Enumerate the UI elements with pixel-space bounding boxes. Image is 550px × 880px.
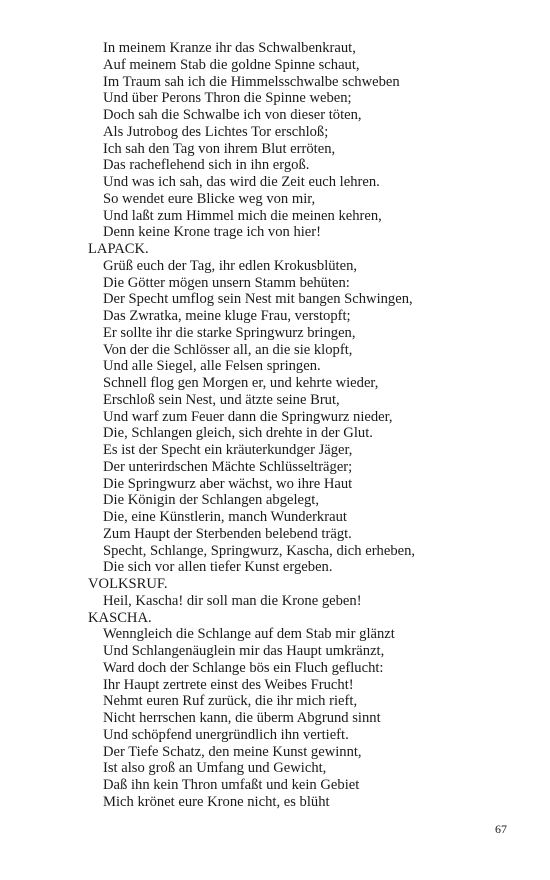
verse-line: Denn keine Krone trage ich von hier! — [103, 224, 322, 241]
verse-line: Auf meinem Stab die goldne Spinne schaut, — [103, 56, 360, 73]
verse-line: In meinem Kranze ihr das Schwalbenkraut, — [103, 40, 356, 56]
verse-line: Grüß euch der Tag, ihr edlen Krokusblüten, — [103, 257, 358, 274]
verse-line: Schnell flog gen Morgen er, und kehrte wieder, — [103, 375, 379, 391]
verse-line: Nicht herrschen kann, die überm Abgrund sinnt — [103, 710, 381, 726]
verse-line: Ich sah den Tag von ihrem Blut erröten, — [103, 140, 336, 157]
verse-line: Mich krönet eure Krone nicht, es blüht — [103, 793, 330, 810]
page-content — [88, 40, 528, 811]
verse-line: Im Traum sah ich die Himmelsschwalbe schweben — [103, 73, 400, 90]
verse-line: Doch sah die Schwalbe ich von dieser töten, — [103, 107, 362, 123]
verse-line: Die, Schlangen gleich, sich drehte in der Glut. — [103, 425, 373, 442]
verse-line: Der Tiefe Schatz, den meine Kunst gewinnt, — [103, 743, 362, 760]
verse-line: Der Specht umflog sein Nest mit bangen Schwingen, — [103, 291, 413, 308]
verse-line: Ist also groß an Umfang und Gewicht, — [103, 760, 327, 777]
verse-line: Nehmt euren Ruf zurück, die ihr mich rieft, — [103, 693, 358, 710]
page-number: 67 — [495, 822, 507, 836]
verse-line: Das racheflehend sich in ihn ergoß. — [103, 157, 310, 174]
verse-line: Wenngleich die Schlange auf dem Stab mir glänzt — [103, 626, 395, 643]
speaker-name: VOLKSRUF. — [88, 576, 168, 592]
verse-line: Von der die Schlösser all, an die sie klopft, — [103, 341, 353, 358]
verse-line: So wendet eure Blicke weg von mir, — [103, 190, 316, 207]
verse-line: Und laßt zum Himmel mich die meinen kehren, — [103, 207, 382, 224]
verse-line: Zum Haupt der Sterbenden belebend trägt. — [103, 525, 352, 542]
verse-line: Und schöpfend unergründlich ihn vertieft. — [103, 726, 349, 743]
verse-line: Erschloß sein Nest, und ätzte seine Brut, — [103, 391, 340, 408]
verse-line: Ihr Haupt zertrete einst des Weibes Frucht! — [103, 676, 354, 693]
verse-line: Und warf zum Feuer dann die Springwurz nieder, — [103, 408, 393, 425]
verse-line: Er sollte ihr die starke Springwurz bringen, — [103, 324, 356, 341]
verse-line: Die Springwurz aber wächst, wo ihre Haut — [103, 475, 353, 492]
verse-line: Die, eine Künstlerin, manch Wunderkraut — [103, 509, 347, 525]
verse-line: Ward doch der Schlange bös ein Fluch geflucht: — [103, 659, 384, 676]
verse-line: Es ist der Specht ein kräuterkundger Jäger, — [103, 442, 353, 458]
verse-line: Specht, Schlange, Springwurz, Kascha, dich erheben, — [103, 542, 416, 559]
verse-line: Und über Perons Thron die Spinne weben; — [103, 90, 352, 107]
speaker-name: KASCHA. — [88, 609, 152, 626]
verse-line: Und alle Siegel, alle Felsen springen. — [103, 358, 321, 375]
speaker-name: LAPACK. — [88, 241, 149, 257]
verse-line: Daß ihn kein Thron umfaßt und kein Gebiet — [103, 777, 360, 793]
verse-line: Und was ich sah, das wird die Zeit euch lehren. — [103, 174, 380, 190]
verse-line: Das Zwratka, meine kluge Frau, verstopft; — [103, 308, 351, 324]
verse-line: Der unterirdschen Mächte Schlüsselträger; — [103, 458, 353, 475]
verse-line: Heil, Kascha! dir soll man die Krone geben! — [103, 592, 362, 609]
verse-line: Als Jutrobog des Lichtes Tor erschloß; — [103, 123, 329, 140]
verse-line: Die Königin der Schlangen abgelegt, — [103, 492, 320, 509]
verse-line: Die Götter mögen unsern Stamm behüten: — [103, 274, 350, 291]
verse-line: Die sich vor allen tiefer Kunst ergeben. — [103, 559, 333, 576]
verse-line: Und Schlangenäuglein mir das Haupt umkränzt, — [103, 643, 385, 659]
